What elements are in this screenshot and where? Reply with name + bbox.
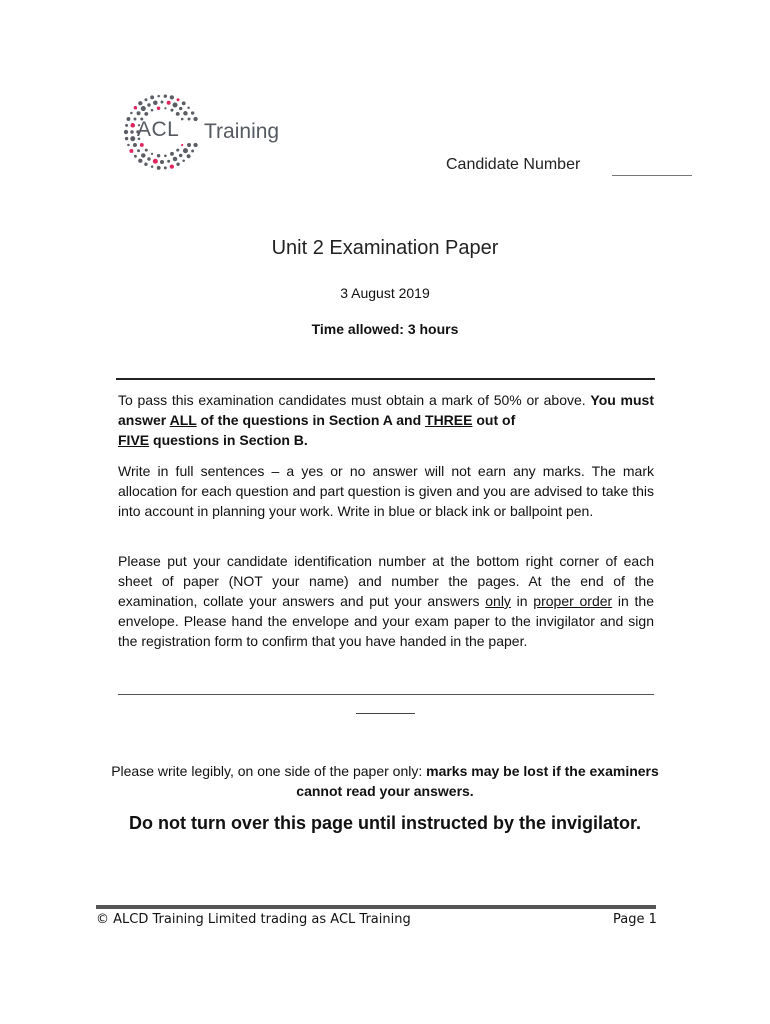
logo-dot <box>182 101 186 105</box>
logo-dot <box>134 118 137 121</box>
logo-dot <box>176 163 179 166</box>
logo-dot <box>164 166 167 169</box>
logo-dot <box>145 149 148 152</box>
logo-dot <box>167 101 171 105</box>
logo-dot <box>191 149 194 152</box>
logo-dot <box>129 149 133 153</box>
logo-dot <box>188 118 191 121</box>
logo-dot <box>183 148 188 153</box>
logo-dot <box>130 136 135 141</box>
logo-dot <box>193 143 197 147</box>
answer-five-emphasis: FIVE <box>118 432 150 448</box>
only-emphasis: only <box>485 593 511 609</box>
logo-dot <box>144 112 148 116</box>
logo-dot <box>191 111 194 114</box>
logo-dot <box>181 144 183 146</box>
instructions-paragraph-2: Write in full sentences – a yes or no answer will not earn any marks. The mark allocation for each question and part question is given and you are advised to take this into account in planning your work. Write in blue or black ink or ballpoint pen. <box>118 463 654 519</box>
logo-dot <box>187 143 191 147</box>
paragraph-3-text: in <box>510 593 534 609</box>
logo-dot <box>147 103 150 106</box>
logo-dot <box>164 94 167 97</box>
instructions-paragraph-3 <box>118 551 654 651</box>
candidate-number-label: Candidate Number <box>446 156 581 173</box>
logo-dot <box>170 164 174 168</box>
logo-dot <box>183 111 188 116</box>
acl-training-logo <box>122 92 312 172</box>
logo-training-text: Training <box>204 120 280 143</box>
logo-dot <box>193 117 197 121</box>
logo-dot <box>176 149 179 152</box>
instructions-paragraph-1 <box>118 390 654 450</box>
logo-dot <box>167 160 170 163</box>
answer-text-part: You must answer <box>118 392 654 428</box>
logo-acl-text: ACL <box>137 118 180 141</box>
logo-dot <box>130 130 133 133</box>
answer-text-part: out of <box>472 412 516 428</box>
logo-dot <box>140 143 144 147</box>
footer-copyright: © ALCD Training Limited trading as ACL Training <box>96 912 411 927</box>
pass-mark-text: To pass this examination candidates must obtain a mark of 50% or above. <box>118 392 586 408</box>
logo-dot <box>134 106 137 109</box>
answer-all-emphasis: ALL <box>169 412 197 428</box>
logo-dot <box>157 154 160 157</box>
logo-dot <box>179 107 182 110</box>
logo-dot <box>170 109 173 112</box>
logo-dot <box>144 163 147 166</box>
legibility-text: Please write legibly, on one side of the paper only: <box>111 763 427 779</box>
logo-dot <box>127 144 130 147</box>
answer-three-emphasis: THREE <box>425 412 473 428</box>
legibility-warning: marks may be lost if the examiners cannot read your answers. <box>296 763 659 799</box>
logo-dot <box>130 123 135 128</box>
do-not-turn-warning: Do not turn over this page until instructed by the invigilator. <box>128 813 642 833</box>
page-title: Unit 2 Examination Paper <box>271 237 499 259</box>
logo-dot <box>164 154 167 157</box>
logo-dot <box>173 157 178 162</box>
logo-dot <box>179 154 182 157</box>
short-divider <box>356 713 415 714</box>
logo-dot <box>170 152 174 156</box>
logo-dot <box>182 159 185 162</box>
candidate-number-field <box>612 175 692 176</box>
logo-dot <box>164 107 166 109</box>
logo-dot <box>151 165 154 168</box>
logo-dot <box>153 100 158 105</box>
logo-dot <box>126 117 130 121</box>
logo-dot <box>151 109 154 112</box>
footer-page-number: Page 1 <box>613 912 657 927</box>
logo-dot <box>137 149 140 152</box>
logo-dot <box>161 101 164 104</box>
logo-dot <box>170 95 174 99</box>
logo-dot <box>141 106 146 111</box>
logo-dot <box>151 153 153 155</box>
logo-dot <box>153 159 158 164</box>
logo-dot <box>147 157 150 160</box>
logo-dot <box>138 101 142 105</box>
logo-dot <box>125 137 128 140</box>
logo-dot <box>173 102 178 107</box>
logo-dot <box>138 159 142 163</box>
logo-dot <box>176 112 180 116</box>
logo-dot <box>125 124 128 127</box>
divider-top <box>116 378 655 380</box>
time-allowed: Time allowed: 3 hours <box>311 321 459 337</box>
footer-divider <box>96 905 656 909</box>
logo-dot <box>150 95 154 99</box>
answer-text-part: questions in Section B. <box>149 432 308 448</box>
logo-dot <box>157 95 160 98</box>
legibility-notice <box>100 761 670 801</box>
logo-dot <box>187 154 191 158</box>
paragraph-3-text: in the envelope. Please hand the envelope and your exam paper to the invigilator and sign the registration form to confirm that you have handed in the paper. <box>118 593 655 649</box>
logo-dot <box>141 153 146 158</box>
logo-dot <box>181 118 184 121</box>
answer-text-part: of the questions in Section A and <box>196 412 426 428</box>
paragraph-3-text: Please put your candidate identification number at the bottom right corner of each sheet of paper (NOT your name) and number the pages. At the end of the examination, collate your answers and put your answers <box>118 553 654 609</box>
proper-order-emphasis: proper order <box>533 593 613 609</box>
logo-dot <box>124 130 128 134</box>
logo-dot <box>157 166 161 170</box>
logo-dot <box>160 160 164 164</box>
logo-dot <box>157 107 160 110</box>
logo-dot <box>130 112 133 115</box>
exam-date: 3 August 2019 <box>340 285 430 301</box>
logo-dot <box>144 98 147 101</box>
logo-dot <box>187 106 190 109</box>
logo-dot <box>134 155 137 158</box>
logo-dot <box>137 111 141 115</box>
divider-bottom <box>118 694 654 695</box>
logo-dot <box>133 143 137 147</box>
logo-dot <box>177 98 180 101</box>
